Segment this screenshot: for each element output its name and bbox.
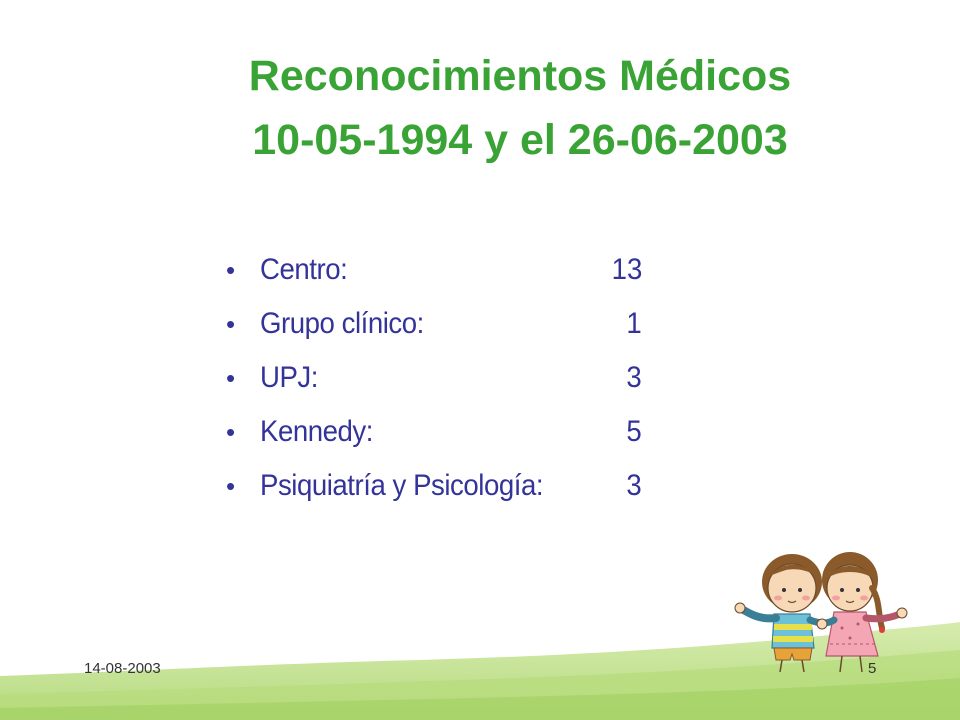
- title-line-2: 10-05-1994 y el 26-06-2003: [252, 116, 788, 164]
- item-label: Kennedy:: [260, 415, 373, 448]
- list-item: [226, 304, 646, 344]
- item-value: 1: [626, 307, 642, 340]
- item-label: Grupo clínico:: [260, 307, 424, 340]
- item-label: Psiquiatría y Psicología:: [260, 469, 544, 502]
- item-label: UPJ:: [260, 361, 318, 394]
- footer-date: 14-08-2003: [84, 660, 161, 677]
- bullet-icon: •: [226, 309, 236, 339]
- item-value: 3: [626, 361, 642, 394]
- girl-figure: [822, 552, 907, 672]
- list-item: [226, 250, 646, 290]
- boy-figure: [735, 554, 822, 672]
- list-item: [226, 412, 646, 452]
- page-number: 5: [868, 660, 877, 677]
- item-value: 3: [626, 469, 642, 502]
- children-holding-hands-illustration: [730, 548, 920, 678]
- bullet-icon: •: [226, 417, 236, 447]
- bullet-icon: •: [226, 363, 236, 393]
- list-item: [226, 358, 646, 398]
- bullet-icon: •: [226, 255, 236, 285]
- list-item: [226, 466, 646, 506]
- item-label: Centro:: [260, 253, 348, 286]
- item-value: 5: [626, 415, 642, 448]
- bullet-icon: •: [226, 471, 236, 501]
- title-line-1: Reconocimientos Médicos: [248, 52, 792, 100]
- item-value: 13: [611, 253, 642, 286]
